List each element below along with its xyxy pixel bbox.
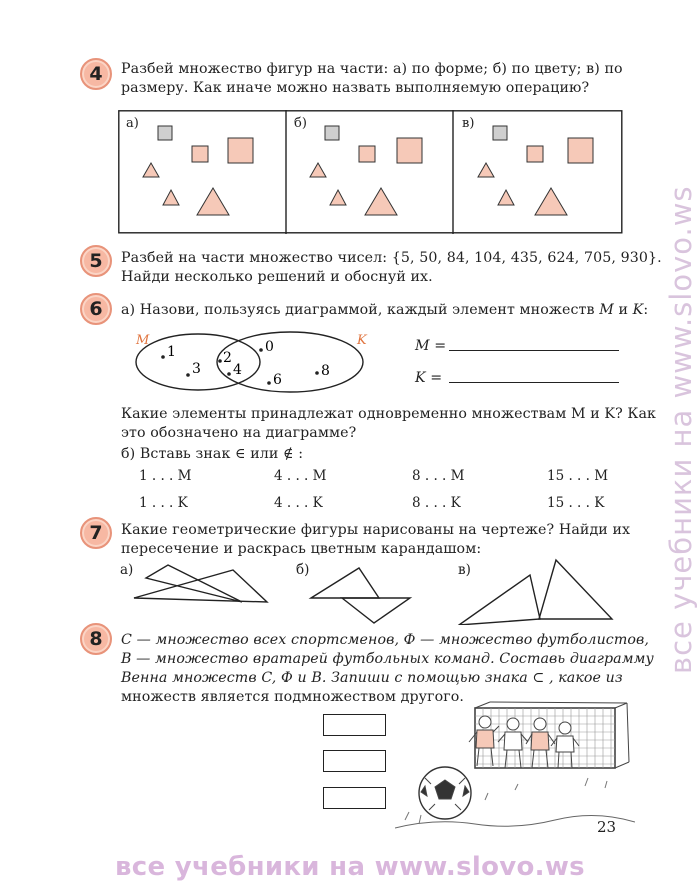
large-square [568,138,593,163]
membership-1-m: 1 . . . M [139,468,192,484]
venn-diagram [130,328,380,396]
large-square [397,138,422,163]
small-triangle-2 [498,190,514,205]
small-gray-square [493,126,507,140]
task-7-number: 7 [80,517,112,549]
task-6-intro-m: M [599,302,614,318]
task-5-line-2: Найди несколько решений и обоснуй их. [121,269,433,285]
venn-label-m: M [136,333,150,348]
task-8-line-2: B — множество вратарей футбольных команд. Составь диаграмму [121,651,654,667]
point-3-label: 3 [192,361,201,377]
point-4-label: 4 [233,362,242,378]
membership-1-k: 1 . . . K [139,495,188,511]
task-6-question [121,405,657,443]
k-answer-line [449,382,619,383]
panel-label-c: в) [462,116,475,131]
task-7-label-b: б) [296,562,310,578]
task-6-question-line-2: это обозначено на диаграмме? [121,425,357,441]
answer-box-3[interactable] [323,787,386,809]
task-6-intro [121,301,648,320]
k-equals-label: K = [415,370,443,386]
medium-square [192,146,208,162]
task-6-number: 6 [80,293,112,325]
medium-square [527,146,543,162]
panel-c-shapes [478,126,593,215]
small-triangle-2 [163,190,179,205]
point-2-label: 2 [223,350,232,366]
task-8-line-4: множеств является подмножеством другого. [121,689,465,705]
medium-square [359,146,375,162]
panel-a-shapes [143,126,253,215]
task-7-line-1: Какие геометрические фигуры нарисованы на чертеже? Найди их [121,522,631,538]
figure-a-triangle-1 [134,570,267,602]
task-8-line-1: C — множество всех спортсменов, Ф — множество футболистов, [121,632,650,648]
task-8-number: 8 [80,623,112,655]
task-7-line-2: пересечение и раскрась цветным карандашом: [121,541,482,557]
player-2 [498,718,528,768]
point-1-dot [161,355,165,359]
task-6-intro-end: : [643,302,649,318]
task-6-part-b: б) Вставь знак ∈ или ∉ : [121,446,304,462]
player-1 [469,716,499,766]
task-4-number: 4 [80,58,112,90]
task-7-label-a: а) [120,562,134,578]
task-4-text [121,60,631,98]
task-6-question-line-1: Какие элементы принадлежат одновременно множествам M и K? Как [121,406,657,422]
membership-8-k: 8 . . . K [412,495,461,511]
task-7-figures [130,555,630,625]
figure-c-triangle-1 [459,575,540,625]
task-8-text [121,631,654,707]
small-gray-square [325,126,339,140]
page-number: 23 [597,818,617,836]
small-gray-square [158,126,172,140]
point-3-dot [186,373,190,377]
membership-8-m: 8 . . . M [412,468,465,484]
task-6-intro-text: а) Назови, пользуясь диаграммой, каждый элемент множеств [121,302,600,318]
side-watermark: все учебники на www.slovo.ws [664,185,698,675]
point-8-dot [315,371,319,375]
m-equals-label: M = [415,338,447,354]
task-5-number: 5 [80,245,112,277]
point-1-label: 1 [167,344,176,360]
point-2-dot [218,359,222,363]
small-triangle-2 [330,190,346,205]
large-triangle [365,188,397,215]
point-4-dot [227,372,231,376]
m-answer-line [449,350,619,351]
figure-a-triangle-2 [146,565,242,602]
point-6-label: 6 [273,372,282,388]
bottom-watermark: все учебники на www.slovo.ws [115,852,585,882]
player-3 [526,718,555,768]
large-triangle [535,188,567,215]
point-0-dot [259,348,263,352]
task-6-intro-and: и [613,302,633,318]
membership-15-m: 15 . . . M [547,468,609,484]
answer-box-2[interactable] [323,750,386,772]
task-5-line-1: Разбей на части множество чисел: {5, 50, 84, 104, 435, 624, 705, 930}. [121,250,662,266]
football-illustration [395,700,635,835]
point-8-label: 8 [321,363,330,379]
task-4-shapes-figure [118,110,623,234]
small-triangle [143,163,159,177]
panel-b-shapes [310,126,422,215]
small-triangle [310,163,326,177]
membership-4-m: 4 . . . M [274,468,327,484]
task-7-text [121,521,631,559]
task-6-intro-k: K [632,302,644,318]
membership-4-k: 4 . . . K [274,495,323,511]
task-4-line-2: размеру. Как иначе можно назвать выполняемую операцию? [121,80,590,96]
point-6-dot [267,381,271,385]
figure-b-triangle-2 [342,598,410,623]
venn-label-k: K [357,333,367,348]
point-0-label: 0 [265,339,274,355]
task-8-line-3: Венна множеств C, Ф и B. Запиши с помощью знака ⊂ , какое из [121,670,623,686]
answer-box-1[interactable] [323,714,386,736]
small-triangle [478,163,494,177]
soccer-ball [419,767,471,819]
panel-label-b: б) [294,116,307,131]
task-4-line-1: Разбей множество фигур на части: а) по форме; б) по цвету; в) по [121,61,623,77]
large-square [228,138,253,163]
figure-b-triangle-1 [311,568,379,598]
large-triangle [197,188,229,215]
task-5-text [121,249,662,287]
panel-label-a: а) [126,116,139,131]
task-7-label-c: в) [458,562,471,578]
membership-15-k: 15 . . . K [547,495,605,511]
figure-c-triangle-2 [539,560,612,619]
